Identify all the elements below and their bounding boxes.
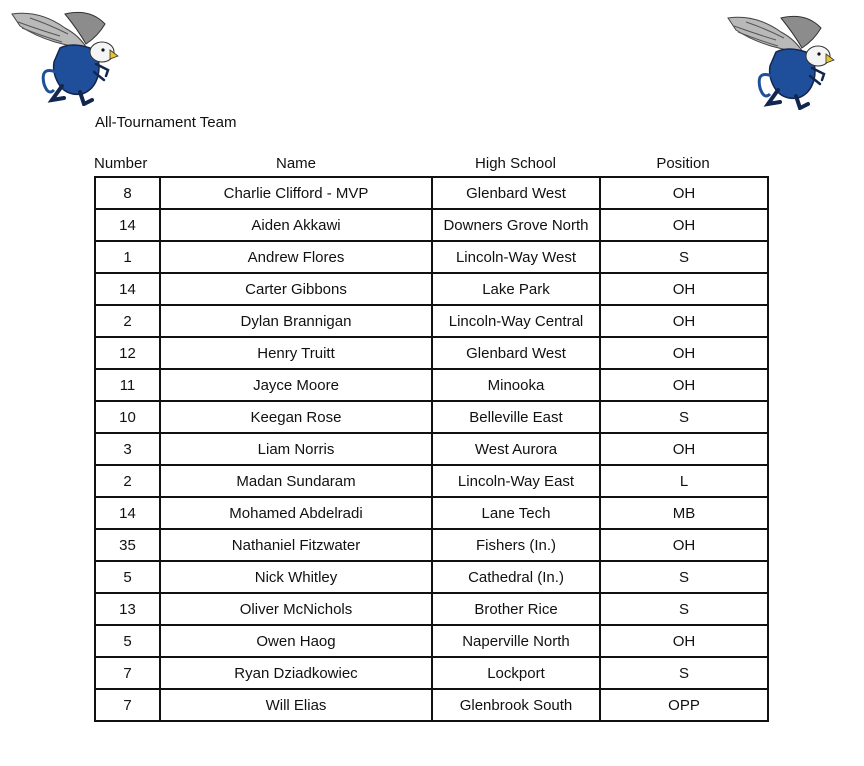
table-row	[95, 465, 768, 497]
cell-high-school: Lane Tech	[432, 497, 600, 529]
cell-position: OH	[600, 177, 768, 209]
cell-position: OH	[600, 433, 768, 465]
griffin-logo-right	[726, 10, 836, 110]
cell-number: 3	[95, 433, 160, 465]
cell-name: Owen Haog	[160, 625, 432, 657]
cell-number: 12	[95, 337, 160, 369]
cell-high-school: Belleville East	[432, 401, 600, 433]
table-row	[95, 337, 768, 369]
cell-position: S	[600, 241, 768, 273]
griffin-logo-left	[10, 6, 120, 106]
cell-number: 5	[95, 625, 160, 657]
cell-high-school: Glenbard West	[432, 337, 600, 369]
table-row	[95, 529, 768, 561]
table-row	[95, 433, 768, 465]
cell-name: Andrew Flores	[160, 241, 432, 273]
cell-high-school: Lincoln-Way Central	[432, 305, 600, 337]
table-row	[95, 273, 768, 305]
cell-name: Ryan Dziadkowiec	[160, 657, 432, 689]
cell-high-school: Lake Park	[432, 273, 600, 305]
cell-name: Keegan Rose	[160, 401, 432, 433]
griffin-mascot-icon	[10, 6, 120, 106]
cell-number: 10	[95, 401, 160, 433]
cell-name: Nick Whitley	[160, 561, 432, 593]
table-row	[95, 401, 768, 433]
table-row	[95, 689, 768, 721]
cell-high-school: Fishers (In.)	[432, 529, 600, 561]
table-row	[95, 657, 768, 689]
cell-number: 7	[95, 657, 160, 689]
table-row	[95, 625, 768, 657]
cell-high-school: Cathedral (In.)	[432, 561, 600, 593]
table-row	[95, 561, 768, 593]
cell-number: 1	[95, 241, 160, 273]
cell-position: S	[600, 593, 768, 625]
cell-high-school: West Aurora	[432, 433, 600, 465]
cell-position: OH	[600, 369, 768, 401]
cell-number: 2	[95, 465, 160, 497]
cell-number: 2	[95, 305, 160, 337]
cell-position: OH	[600, 305, 768, 337]
table-row	[95, 497, 768, 529]
cell-high-school: Lincoln-Way West	[432, 241, 600, 273]
cell-number: 11	[95, 369, 160, 401]
cell-name: Dylan Brannigan	[160, 305, 432, 337]
cell-high-school: Minooka	[432, 369, 600, 401]
cell-name: Madan Sundaram	[160, 465, 432, 497]
table-row	[95, 305, 768, 337]
cell-number: 14	[95, 273, 160, 305]
cell-name: Mohamed Abdelradi	[160, 497, 432, 529]
column-header-name: Name	[275, 155, 316, 172]
cell-number: 13	[95, 593, 160, 625]
cell-high-school: Glenbrook South	[432, 689, 600, 721]
page-title: All-Tournament Team	[95, 114, 237, 131]
cell-high-school: Downers Grove North	[432, 209, 600, 241]
cell-name: Liam Norris	[160, 433, 432, 465]
cell-name: Will Elias	[160, 689, 432, 721]
roster-table	[94, 176, 769, 722]
cell-position: OH	[600, 337, 768, 369]
table-row	[95, 369, 768, 401]
column-header-position: Position	[656, 155, 710, 172]
cell-name: Charlie Clifford - MVP	[160, 177, 432, 209]
cell-high-school: Lockport	[432, 657, 600, 689]
table-row	[95, 209, 768, 241]
column-header-high-school: High School	[475, 155, 556, 172]
cell-name: Henry Truitt	[160, 337, 432, 369]
cell-position: L	[600, 465, 768, 497]
table-row	[95, 241, 768, 273]
cell-number: 7	[95, 689, 160, 721]
table-row	[95, 593, 768, 625]
cell-number: 5	[95, 561, 160, 593]
cell-name: Oliver McNichols	[160, 593, 432, 625]
cell-number: 14	[95, 209, 160, 241]
cell-number: 35	[95, 529, 160, 561]
cell-position: OH	[600, 529, 768, 561]
cell-high-school: Glenbard West	[432, 177, 600, 209]
cell-position: S	[600, 401, 768, 433]
cell-name: Carter Gibbons	[160, 273, 432, 305]
cell-position: S	[600, 561, 768, 593]
cell-position: OH	[600, 209, 768, 241]
cell-position: MB	[600, 497, 768, 529]
column-header-number: Number	[94, 155, 148, 172]
cell-high-school: Naperville North	[432, 625, 600, 657]
cell-name: Nathaniel Fitzwater	[160, 529, 432, 561]
cell-position: OH	[600, 625, 768, 657]
cell-high-school: Brother Rice	[432, 593, 600, 625]
cell-position: S	[600, 657, 768, 689]
cell-name: Aiden Akkawi	[160, 209, 432, 241]
cell-number: 14	[95, 497, 160, 529]
cell-position: OH	[600, 273, 768, 305]
cell-number: 8	[95, 177, 160, 209]
table-row	[95, 177, 768, 209]
cell-high-school: Lincoln-Way East	[432, 465, 600, 497]
griffin-mascot-icon	[726, 10, 836, 110]
cell-name: Jayce Moore	[160, 369, 432, 401]
cell-position: OPP	[600, 689, 768, 721]
